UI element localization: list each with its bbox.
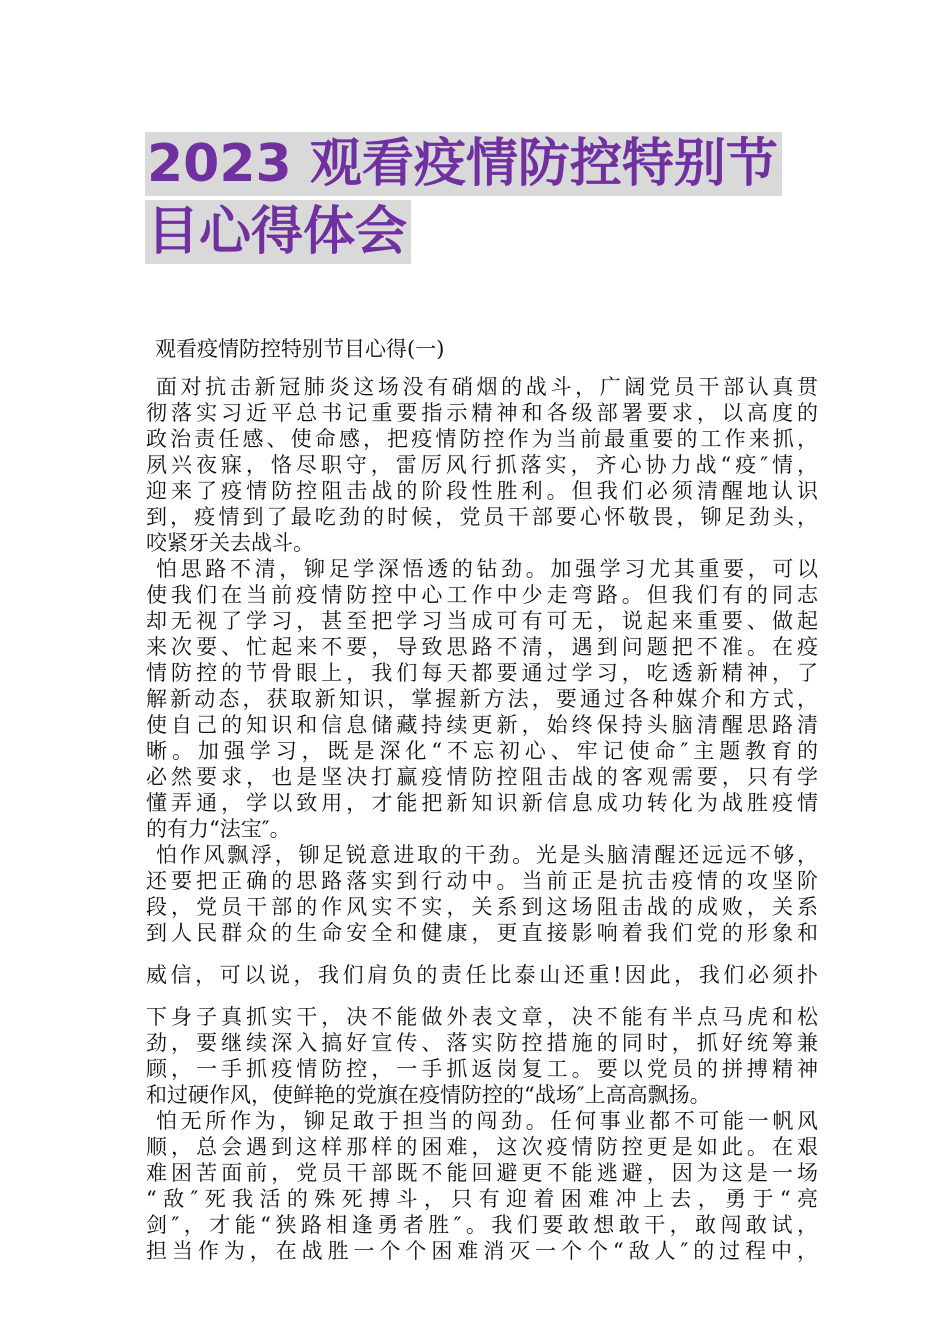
title-line-1: 2023 观看疫情防控特别节 <box>145 132 782 196</box>
text-line: “敌″死我活的殊死搏斗，只有迎着困难冲上去，勇于“亮 <box>146 1187 818 1211</box>
text-line: 劲，要继续深入搞好宣传、落实防控措施的同时，抓好统筹兼 <box>146 1031 818 1055</box>
section-heading: 观看疫情防控特别节目心得(一) <box>155 337 445 361</box>
title-line-2: 目心得体会 <box>145 200 411 264</box>
paragraph-1 <box>146 374 818 556</box>
text-line: 顾，一手抓疫情防控，一手抓返岗复工。要以党员的拼搏精神 <box>146 1057 818 1081</box>
paragraph-3 <box>146 842 818 1108</box>
text-line: 剑″，才能“狭路相逢勇者胜″。我们要敢想敢干，敢闯敢试， <box>146 1213 818 1237</box>
text-line: 怕作风飘浮，铆足锐意进取的干劲。光是头脑清醒还远远不够， <box>156 843 818 867</box>
text-line: 必然要求，也是坚决打赢疫情防控阻击战的客观需要，只有学 <box>146 765 818 789</box>
text-line: 的有力“法宝″。 <box>146 817 291 841</box>
text-line: 面对抗击新冠肺炎这场没有硝烟的战斗，广阔党员干部认真贯 <box>156 375 818 399</box>
text-line: 夙兴夜寐，恪尽职守，雷厉风行抓落实，齐心协力战“疫″情， <box>146 453 818 477</box>
text-line: 顺，总会遇到这样那样的困难，这次疫情防控更是如此。在艰 <box>146 1135 818 1159</box>
text-line: 使我们在当前疫情防控中心工作中少走弯路。但我们有的同志 <box>146 583 818 607</box>
text-line: 来次要、忙起来不要，导致思路不清，遇到问题把不准。在疫 <box>146 635 818 659</box>
text-line: 下身子真抓实干，决不能做外表文章，决不能有半点马虎和松 <box>146 1005 818 1029</box>
line-gap <box>146 988 818 1004</box>
paragraph-2 <box>146 556 818 842</box>
text-line: 到人民群众的生命安全和健康，更直接影响着我们党的形象和 <box>146 921 818 945</box>
text-line: 到，疫情到了最吃劲的时候，党员干部要心怀敬畏，铆足劲头， <box>146 505 818 529</box>
text-line: 难困苦面前，党员干部既不能回避更不能逃避，因为这是一场 <box>146 1161 818 1185</box>
text-line: 咬紧牙关去战斗。 <box>146 531 314 555</box>
text-line: 彻落实习近平总书记重要指示精神和各级部署要求，以高度的 <box>146 401 818 425</box>
text-line: 担当作为，在战胜一个个困难消灭一个个“敌人″的过程中， <box>146 1239 818 1263</box>
text-line: 却无视了学习，甚至把学习当成可有可无，说起来重要、做起 <box>146 609 818 633</box>
text-line: 和过硬作风，使鲜艳的党旗在疫情防控的“战场″上高高飘扬。 <box>146 1083 711 1107</box>
text-line: 怕思路不清，铆足学深悟透的钻劲。加强学习尤其重要，可以 <box>156 557 818 581</box>
line-gap <box>146 946 818 962</box>
document-title <box>145 132 815 264</box>
paragraph-4 <box>146 1108 818 1264</box>
text-line: 迎来了疫情防控阻击战的阶段性胜利。但我们必须清醒地认识 <box>146 479 818 503</box>
text-line: 怕无所作为，铆足敢于担当的闯劲。任何事业都不可能一帆风 <box>156 1109 818 1133</box>
text-line: 解新动态，获取新知识，掌握新方法，要通过各种媒介和方式， <box>146 687 818 711</box>
document-body <box>146 336 818 1264</box>
text-line: 威信，可以说，我们肩负的责任比泰山还重!因此，我们必须扑 <box>146 963 818 987</box>
text-line: 还要把正确的思路落实到行动中。当前正是抗击疫情的攻坚阶 <box>146 869 818 893</box>
text-line: 段，党员干部的作风实不实，关系到这场阻击战的成败，关系 <box>146 895 818 919</box>
text-line: 政治责任感、使命感，把疫情防控作为当前最重要的工作来抓， <box>146 427 818 451</box>
text-line: 使自己的知识和信息储藏持续更新，始终保持头脑清醒思路清 <box>146 713 818 737</box>
text-line: 晰。加强学习，既是深化“不忘初心、牢记使命″主题教育的 <box>146 739 818 763</box>
text-line: 懂弄通，学以致用，才能把新知识新信息成功转化为战胜疫情 <box>146 791 818 815</box>
text-line: 情防控的节骨眼上，我们每天都要通过学习，吃透新精神，了 <box>146 661 818 685</box>
